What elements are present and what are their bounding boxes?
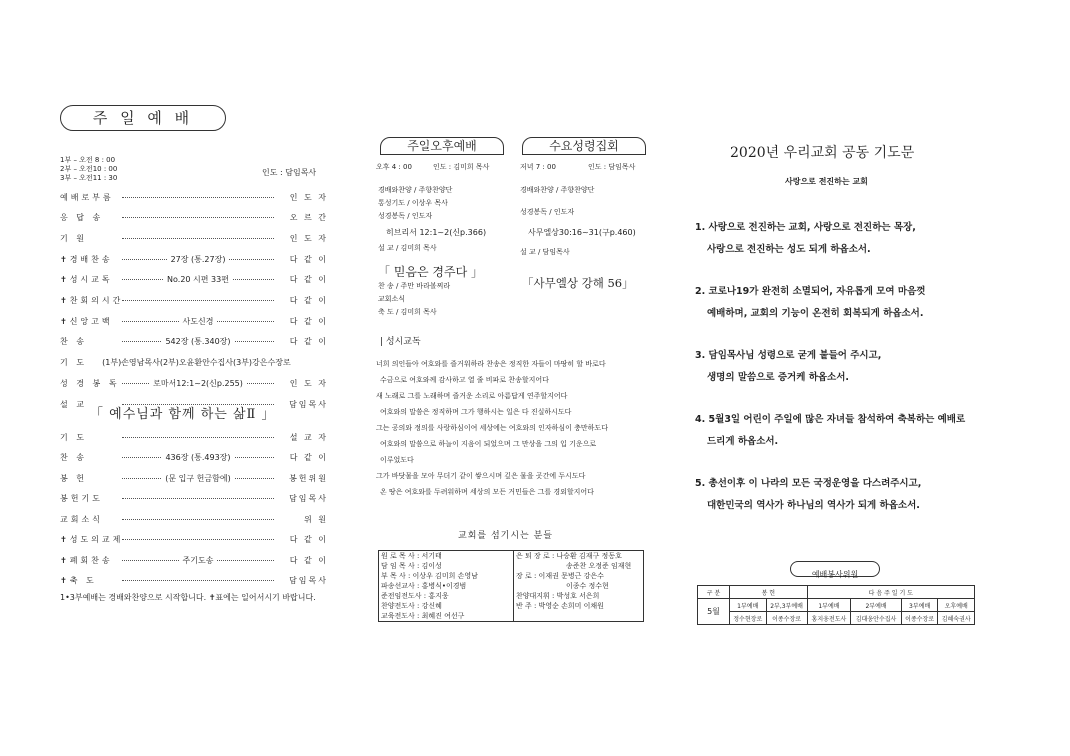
dotted-leader [217,560,274,561]
row-content [120,452,276,463]
afternoon-leader: 인도 : 김미희 목사 [433,163,490,171]
worship-row [60,294,328,308]
row-content [120,555,276,566]
afternoon-sermon: 「 믿음은 경주다 」 [378,265,483,279]
psalm-title: | 성시교독 [380,337,421,347]
dotted-leader [247,383,274,384]
wednesday-title: 수요성령집회 [522,137,646,155]
staff-title: 교회를 섬기시는 분들 [458,531,553,541]
wednesday-time: 저녁 7 : 00 [520,163,556,171]
row-label: 기 도 [60,432,87,442]
psalm-lines: 너희 의인들아 여호와를 즐거워하라 찬송은 정직한 자들이 마땅히 할 바로다 수금으로 여호와께 감사하고 열 줄 비파로 찬송할지어다 새 노래로 그를 노래하며 즐거운 소리로 아름답게 연주할지어다 여호와의 말씀은 정직하며 그가 행하시는 일은 다 진실하시도다 그는 공의와 정의를 사랑하심이여 세상에는 여호와의 인자하심이 충만하도다 여호와의 말씀으로 하늘이 지음이 되었으며 그 만상을 그의 입 기운으로 이루었도다 그가 바닷물을 모아 무더기 같이 쌓으시며 깊은 물을 곳간에 두시도다 온 땅은 여호와를 두려워하며 세상의 모든 거민들은 그를 경외할지어다 [376,360,608,496]
row-label: 봉 헌 [60,473,87,483]
prayer-item: 4. 5월3일 어린이 주일에 많은 자녀들 참석하여 축복하는 예배로 드리게 하옵소서. [695,414,966,447]
row-person: 인 도 자 [289,378,328,388]
dotted-leader [122,560,179,561]
sunday-leader: 인도 : 담임목사 [262,168,317,177]
dotted-leader [233,279,274,280]
afternoon-items: 경배와찬양 / 주향찬양단 통성기도 / 이상우 목사 성경봉독 / 인도자 히브리서 12:1~2(신p.366) 설 교 / 김미희 목사 [378,186,487,252]
dotted-leader [217,321,274,322]
prayer-item: 1. 사랑으로 전진하는 교회, 사랑으로 전진하는 목장, 사랑으로 전진하는 성도 되게 하옵소서. [695,222,916,255]
row-content [120,254,276,265]
dotted-leader [122,279,163,280]
row-detail: 27장 (통.27장) [170,254,226,264]
row-content [120,473,276,484]
row-detail: (1부)손영남목사(2부)오윤환안수집사(3부)강은수장로 [102,358,291,368]
row-person: 다 같 이 [289,296,328,305]
worship-row [60,252,328,266]
dotted-leader [122,238,274,239]
row-content [120,274,276,285]
row-content [120,238,276,239]
worship-row [60,190,328,204]
row-detail: 436장 (통.493장) [165,453,231,462]
row-person: 다 같 이 [289,275,328,285]
row-content [120,217,276,218]
dotted-leader [122,478,161,479]
staff-table: 원 로 목 사 : 서기태 담 임 목 사 : 김이성 부 목 사 : 이상우 김미희 손영남 파송선교사 : 홍병식•이경범 준전임전도사 : 홍지웅 찬양전도사 : 강신혜 교육전도사 : 최혜진 여선구 은 퇴 장 로 : 나승환 김재구 정동호 송준찬 오정준 임재현 장 로 : 이재권 문병근 강은수 이종수 정수현 찬양대지휘 : 박성호 서은희 반 주 : 박영순 손희미 이채원 [378,550,644,622]
row-content [120,437,276,438]
dotted-leader [122,580,274,581]
sunday-title: 주 일 예 배 [60,105,226,131]
row-label: 찬 송 [60,337,87,347]
row-label: ✝신앙고백 [60,316,113,326]
row-person: 담임목사 [289,399,328,409]
row-detail: 542장 (통.340장) [165,337,231,347]
sunday-note: 1•3부예배는 경배와찬양으로 시작합니다. ✝표에는 일어서시기 바랍니다. [60,593,316,602]
prayer-title: 2020년 우리교회 공동 기도문 [730,145,915,161]
row-label: ✝경배찬송 [60,254,113,264]
row-label: 기 원 [60,233,87,243]
wednesday-items: 경배와찬양 / 주향찬양단 성경봉독 / 인도자 사무엘상30:16~31(구p.460) 설 교 / 담임목사 [520,186,636,256]
row-person: 다 같 이 [289,555,328,565]
worship-row [60,492,328,506]
worship-row [60,273,328,287]
worship-row [60,574,328,588]
dotted-leader [122,519,274,520]
row-content [120,300,276,301]
worship-row [60,314,328,328]
row-label: 설 교 [60,399,87,409]
dotted-leader [122,321,179,322]
wednesday-sermon: 「사무엘상 강해 56」 [522,276,634,290]
dotted-leader [122,300,274,301]
dotted-leader [235,341,274,342]
worship-row [60,356,328,370]
worship-row [60,335,328,349]
row-person: 인 도 자 [289,192,328,202]
dotted-leader [122,217,274,218]
worship-row [60,376,328,390]
dotted-leader [235,457,274,458]
dotted-leader [122,437,274,438]
prayer-item: 5. 총선이후 이 나라의 모든 국정운영을 다스려주시고, 대한민국의 역사가 하나님의 역사가 되게 하옵소서. [695,478,922,511]
worship-row [60,231,328,245]
row-content [120,378,276,389]
afternoon-title: 주일오후예배 [380,137,504,155]
row-person: 봉헌위원 [289,473,328,483]
service-times: 1부 – 오전 8 : 00 2부 – 오전10 : 00 3부 – 오전11 : 30 [60,156,118,182]
dotted-leader [122,539,274,540]
row-person: 다 같 이 [289,453,328,462]
worship-row [60,533,328,547]
worship-row [60,512,328,526]
row-label: 교회소식 [60,514,103,524]
row-person: 설 교 자 [289,432,328,442]
worship-row [60,430,328,444]
row-detail: 로마서12:1~2(신p.255) [153,378,243,388]
afternoon-time: 오후 4 : 00 [376,163,412,171]
row-label: 성 경 봉 독 [60,378,120,388]
row-person: 다 같 이 [289,254,328,264]
worship-row [60,211,328,225]
dotted-leader [235,478,274,479]
worship-row [60,451,328,465]
row-label: ✝폐회찬송 [60,555,113,565]
dotted-leader [122,341,161,342]
dotted-leader [122,259,167,260]
dotted-leader [122,457,161,458]
row-label: 기 도 [60,358,87,368]
dotted-leader [122,197,274,198]
service-table: 구 분 봉 헌 다 음 주 일 기 도 5월 1부예배 2부,3부예배 1부예배 2부예배 3부예배 오후예배 정수현장로 이종수장로 홍지웅전도사 김대웅안수집사 이종수장로 김혜숙권사 [697,585,975,625]
row-person: 다 같 이 [289,337,328,347]
row-label: ✝찬회의시간 [60,296,124,305]
wednesday-leader: 인도 : 담임목사 [588,163,636,171]
row-label: ✝축 도 [60,576,97,585]
row-person: 다 같 이 [289,316,328,326]
row-content [120,498,276,499]
service-title: 예배봉사위원 [790,561,880,577]
row-label: 찬 송 [60,453,87,462]
worship-row [60,471,328,485]
row-content [120,316,276,327]
dotted-leader [122,383,149,384]
prayer-items [695,217,995,517]
row-label: 봉헌기도 [60,494,103,503]
row-person: 다 같 이 [289,535,328,544]
row-detail: 사도신경 [182,316,214,326]
prayer-subtitle: 사랑으로 전진하는 교회 [785,177,868,186]
row-detail: (문 입구 헌금함에) [165,473,231,483]
row-label: 예배로부름 [60,192,114,202]
worship-row [60,553,328,567]
row-person: 오 르 간 [289,213,328,223]
row-person: 위 원 [304,514,328,524]
row-label: ✝성도의교제 [60,535,124,544]
prayer-item: 2. 코로나19가 완전히 소멸되어, 자유롭게 모여 마음껏 예배하며, 교회의 기능이 온전히 회복되게 하옵소서. [695,286,926,319]
row-content [120,580,276,581]
dotted-leader [229,259,274,260]
row-detail: No.20 시편 33편 [167,275,229,285]
row-content [120,336,276,347]
row-content [120,539,276,540]
row-label: ✝성시교독 [60,275,113,285]
sunday-sermon-title: 「 예수님과 함께 하는 삶Ⅱ 」 [90,407,276,422]
row-content [120,519,276,520]
row-content [120,197,276,198]
row-content [96,357,297,368]
prayer-item: 3. 담임목사님 성령으로 굳게 붙들어 주시고, 생명의 말씀으로 증거케 하옵소서. [695,350,882,383]
dotted-leader [122,498,274,499]
row-detail: 주기도송 [182,555,214,565]
afternoon-items-2: 찬 송 / 주만 바라볼찌라 교회소식 축 도 / 김미희 목사 [378,282,451,316]
row-person: 인 도 자 [289,233,328,243]
row-person: 담임목사 [289,576,328,585]
row-label: 응 답 송 [60,213,104,223]
row-person: 담임목사 [289,494,328,503]
